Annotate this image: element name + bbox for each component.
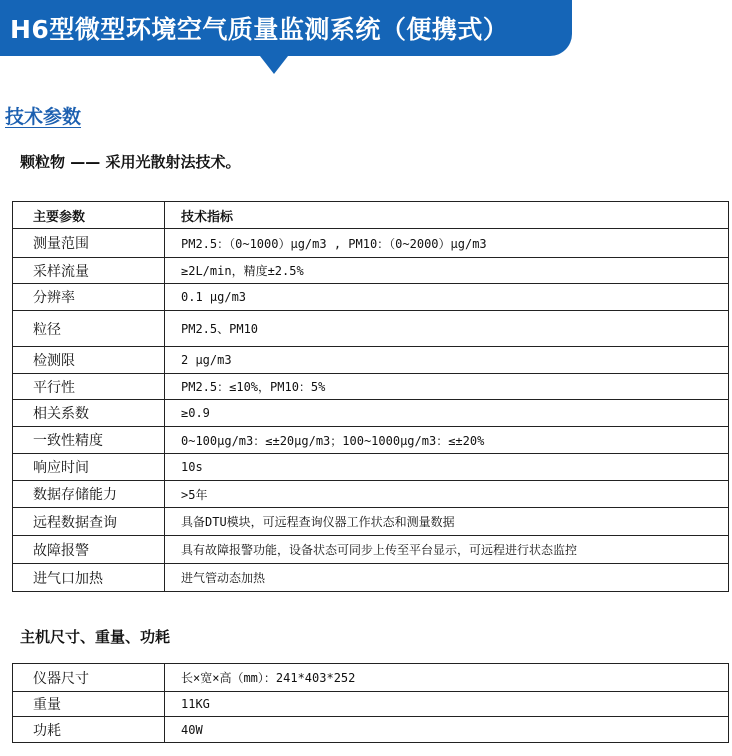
- param-name-cell: 粒径: [13, 311, 165, 347]
- header-spec: 技术指标: [165, 202, 729, 229]
- param-value-cell: >5年: [165, 481, 729, 508]
- param-name-cell: 相关系数: [13, 400, 165, 427]
- title-banner: [0, 0, 572, 56]
- table-row: [13, 564, 729, 592]
- param-value-cell: 长×宽×高（mm）：241*403*252: [165, 664, 729, 692]
- param-name-cell: 远程数据查询: [13, 508, 165, 536]
- param-name-cell: 检测限: [13, 347, 165, 374]
- table-row: [13, 508, 729, 536]
- table-row: [13, 536, 729, 564]
- param-value-cell: ≥2L/min，精度±2.5%: [165, 258, 729, 284]
- param-value-cell: 具备DTU模块，可远程查询仪器工作状态和测量数据: [165, 508, 729, 536]
- param-name-cell: 仪器尺寸: [13, 664, 165, 692]
- table-row: [13, 664, 729, 692]
- table-row: [13, 347, 729, 374]
- param-value-cell: ≥0.9: [165, 400, 729, 427]
- page-title: H6型微型环境空气质量监测系统（便携式）: [10, 15, 509, 44]
- param-value-cell: PM2.5：（0~1000）μg/m3 , PM10：（0~2000）μg/m3: [165, 229, 729, 258]
- param-name-cell: 故障报警: [13, 536, 165, 564]
- intro-text: 颗粒物 —— 采用光散射法技术。: [20, 153, 241, 171]
- table-row: [13, 454, 729, 481]
- param-value-cell: PM2.5：≤10%，PM10：5%: [165, 374, 729, 400]
- param-value-cell: 具有故障报警功能，设备状态可同步上传至平台显示，可远程进行状态监控: [165, 536, 729, 564]
- param-name-cell: 响应时间: [13, 454, 165, 481]
- table-row: [13, 400, 729, 427]
- param-name-cell: 平行性: [13, 374, 165, 400]
- table-header-row: [13, 202, 729, 229]
- param-value-cell: 进气管动态加热: [165, 564, 729, 592]
- header-param: 主要参数: [13, 202, 165, 229]
- table-row: [13, 258, 729, 284]
- table-row: [13, 717, 729, 743]
- param-value-cell: 10s: [165, 454, 729, 481]
- table-row: [13, 229, 729, 258]
- param-name-cell: 进气口加热: [13, 564, 165, 592]
- param-value-cell: 2 μg/m3: [165, 347, 729, 374]
- table-row: [13, 427, 729, 454]
- param-name-cell: 分辨率: [13, 284, 165, 311]
- table-row: [13, 692, 729, 717]
- param-name-cell: 功耗: [13, 717, 165, 743]
- param-name-cell: 采样流量: [13, 258, 165, 284]
- dimension-table: [12, 663, 729, 743]
- banner-pointer: [260, 56, 288, 74]
- param-name-cell: 测量范围: [13, 229, 165, 258]
- param-name-cell: 数据存储能力: [13, 481, 165, 508]
- param-value-cell: 11KG: [165, 692, 729, 717]
- table-row: [13, 481, 729, 508]
- table-row: [13, 284, 729, 311]
- subsection-title: 主机尺寸、重量、功耗: [20, 628, 171, 646]
- param-value-cell: PM2.5、PM10: [165, 311, 729, 347]
- param-name-cell: 一致性精度: [13, 427, 165, 454]
- param-value-cell: 0~100μg/m3：≤±20μg/m3；100~1000μg/m3：≤±20%: [165, 427, 729, 454]
- param-name-cell: 重量: [13, 692, 165, 717]
- table-row: [13, 374, 729, 400]
- spec-table: [12, 201, 729, 592]
- param-value-cell: 0.1 μg/m3: [165, 284, 729, 311]
- param-value-cell: 40W: [165, 717, 729, 743]
- section-title: 技术参数: [5, 106, 82, 128]
- table-row: [13, 311, 729, 347]
